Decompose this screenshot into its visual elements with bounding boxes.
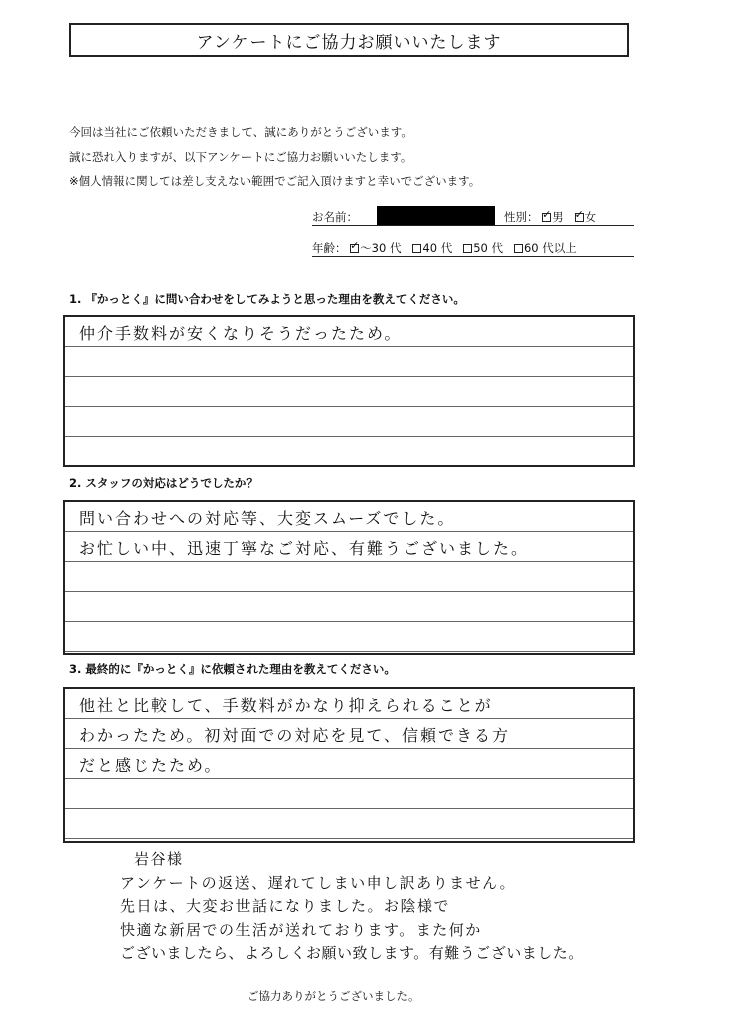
gender-male-checkbox[interactable] [542, 213, 551, 222]
answer-1-line-1: 仲介手数料が安くなりそうだったため。 [79, 324, 403, 343]
respondent-name-row [312, 206, 632, 226]
note-line: 岩谷様 [134, 850, 184, 868]
age-underline [312, 256, 634, 257]
name-redaction [377, 206, 495, 226]
question-1: 1. 『かっとく』に問い合わせをしてみようと思った理由を教えてください。 [69, 292, 465, 306]
question-2: 2. スタッフの対応はどうでしたか？ [69, 476, 258, 490]
respondent-age-row [312, 240, 577, 256]
age-option-checkbox[interactable] [412, 244, 421, 253]
closing-text: ご協力ありがとうございました。 [247, 989, 420, 1003]
age-option-checkbox[interactable] [463, 244, 472, 253]
question-3: 3. 最終的に『かっとく』に依頼された理由を教えてください。 [69, 662, 396, 676]
note-line: ございましたら、よろしくお願い致します。有難うございました。 [120, 944, 584, 962]
intro-line-2: 誠に恐れ入りますが、以下アンケートにご協力お願いいたします。 [69, 150, 413, 164]
gender-female-checkbox[interactable] [575, 213, 584, 222]
age-option-label: 50 代 [473, 241, 503, 255]
note-line: アンケートの返送、遅れてしまい申し訳ありません。 [120, 873, 517, 892]
gender-field [504, 209, 596, 225]
age-option-checkbox[interactable] [514, 244, 523, 253]
intro-line-3: ※個人情報に関しては差し支えない範囲でご記入頂けますと幸いでございます。 [69, 174, 481, 188]
answer-3-line-3: だと感じたため。 [79, 756, 223, 775]
age-option-label: ～30 代 [360, 241, 402, 255]
gender-female-label: 女 [584, 210, 597, 224]
name-label: お名前： [312, 210, 358, 224]
answer-box-3[interactable] [63, 687, 635, 843]
gender-male-label: 男 [552, 210, 564, 224]
handwritten-note [120, 848, 584, 966]
note-line: 快適な新居での生活が送れております。また何か [120, 920, 482, 939]
answer-box-2[interactable] [63, 500, 635, 655]
answer-3-line-2: わかったため。初対面での対応を見て、信頼できる方 [79, 726, 511, 745]
answer-3-line-1: 他社と比較して、手数料がかなり抑えられることが [79, 696, 493, 715]
age-label: 年齢： [312, 241, 347, 255]
survey-title: アンケートにご協力お願いいたします [196, 32, 502, 53]
answer-2-line-1: 問い合わせへの対応等、大変スムーズでした。 [79, 509, 456, 528]
age-option-checkbox[interactable] [350, 244, 359, 253]
answer-2-line-2: お忙しい中、迅速丁寧なご対応、有難うございました。 [79, 539, 530, 558]
answer-box-1[interactable] [63, 315, 635, 467]
note-line: 先日は、大変お世話になりました。お陰様で [120, 897, 451, 915]
name-underline [312, 225, 634, 226]
survey-title-box [69, 23, 629, 57]
age-option-label: 40 代 [422, 241, 453, 255]
intro-line-1: 今回は当社にご依頼いただきまして、誠にありがとうございます。 [69, 125, 413, 139]
age-option-label: 60 代以上 [523, 241, 577, 255]
gender-label: 性別： [504, 210, 539, 224]
